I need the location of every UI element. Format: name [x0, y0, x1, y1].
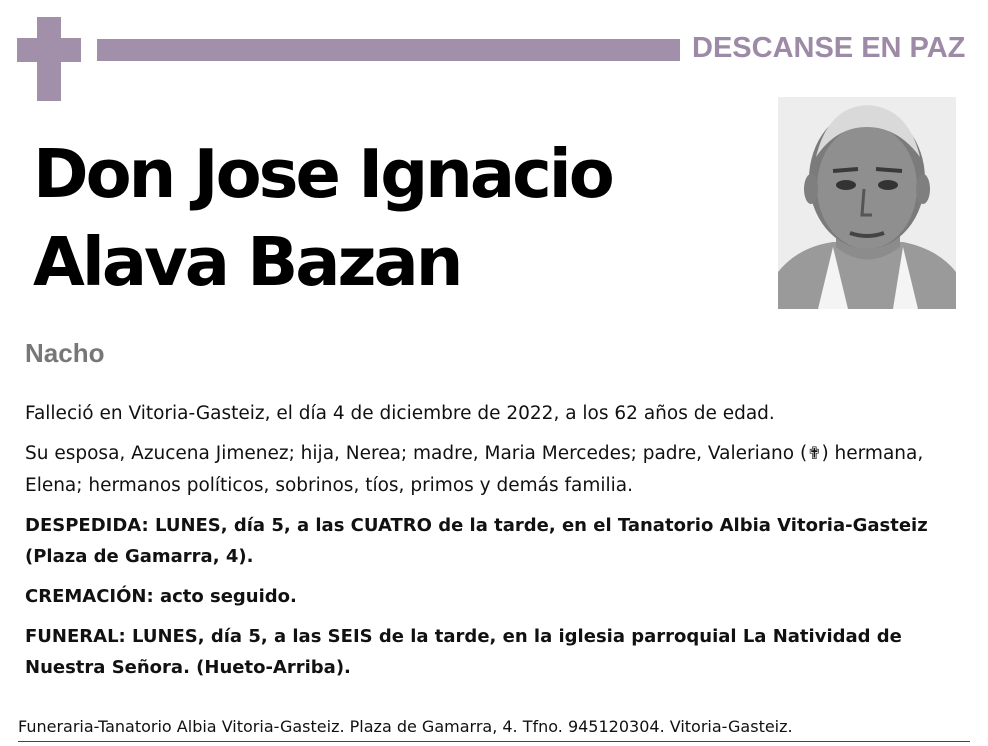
name-line-1: Don Jose Ignacio	[33, 135, 612, 213]
nickname: Nacho	[25, 338, 105, 368]
portrait-image	[778, 97, 956, 309]
funeral-statement: FUNERAL: LUNES, día 5, a las SEIS de la tarde, en la iglesia parroquial La Natividad de Nuestra Señora. (Hueto-Arriba).	[25, 626, 902, 678]
cross-icon-horizontal	[17, 38, 81, 62]
farewell-statement: DESPEDIDA: LUNES, día 5, a las CUATRO de la tarde, en el Tanatorio Albia Vitoria-Gasteiz (Plaza de Gamarra, 4).	[25, 515, 928, 567]
deceased-name	[33, 130, 733, 306]
funeral-home-footer: Funeraria-Tanatorio Albia Vitoria-Gasteiz. Plaza de Gamarra, 4. Tfno. 945120304. Vitoria-Gasteiz.	[18, 717, 793, 736]
header-label: DESCANSE EN PAZ	[692, 32, 966, 64]
portrait-photo	[778, 97, 956, 309]
cremation-statement: CREMACIÓN: acto seguido.	[25, 586, 297, 607]
header-bar	[97, 39, 680, 61]
notice-body	[25, 398, 955, 692]
name-line-2: Alava Bazan	[33, 223, 461, 301]
footer-divider	[18, 741, 970, 742]
family-statement	[25, 438, 955, 501]
death-statement: Falleció en Vitoria-Gasteiz, el día 4 de diciembre de 2022, a los 62 años de edad.	[25, 403, 775, 424]
family-text-part2: ) hermana, Elena; hermanos políticos, sobrinos, tíos, primos y demás familia.	[25, 443, 924, 496]
cross-icon: ✟	[807, 444, 822, 464]
family-text-part1: Su esposa, Azucena Jimenez; hija, Nerea; madre, Maria Mercedes; padre, Valeriano (	[25, 443, 808, 464]
